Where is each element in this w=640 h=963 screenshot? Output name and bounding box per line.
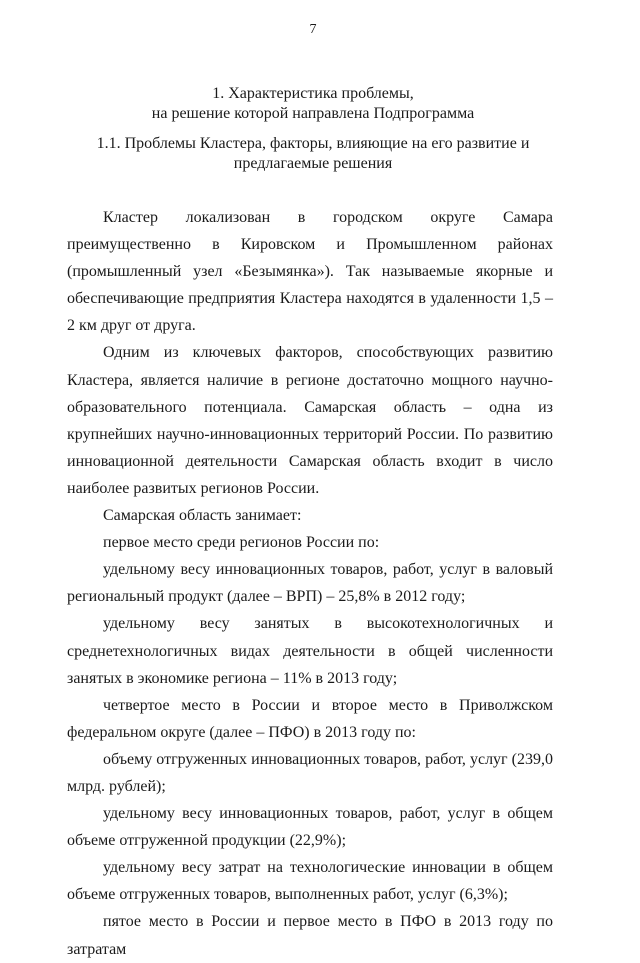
paragraph-11: пятое место в России и первое место в ПФО в 2013 году по затратам [67, 913, 553, 958]
paragraph-10: удельному весу затрат на технологические инновации в общем объеме отгруженных товаров, выполненных работ, услуг (6,3%); [67, 859, 553, 904]
page-number: 7 [309, 22, 317, 37]
subsection-heading-line-1: 1.1. Проблемы Кластера, факторы, влияющие на его развитие и [96, 135, 530, 152]
paragraph-3: Самарская область занимает: [103, 507, 302, 525]
paragraph-2: Одним из ключевых факторов, способствующих развитию Кластера, является наличие в регионе достаточно мощного научно-образовательного потенциала. Самарская область – одна из крупнейших научно-инновационных территорий России. По развитию инновационной деятельности Самарская область входит в число наиболее развитых регионов России. [67, 344, 553, 497]
paragraph-5: удельному весу инновационных товаров, работ, услуг в валовый региональный продукт (далее – ВРП) – 25,8% в 2012 году; [67, 561, 553, 606]
paragraph-4: первое место среди регионов России по: [103, 534, 380, 552]
body-text [67, 204, 553, 963]
section-heading-line-1: 1. Характеристика проблемы, [212, 85, 414, 102]
section-heading [0, 84, 626, 124]
subsection-heading [0, 134, 626, 174]
section-heading-line-2: на решение которой направлена Подпрограмма [151, 105, 475, 122]
subsection-heading-line-2: предлагаемые решения [233, 155, 393, 172]
paragraph-8: объему отгруженных инновационных товаров, работ, услуг (239,0 млрд. рублей); [67, 750, 553, 795]
paragraph-1: Кластер локализован в городском округе Самара преимущественно в Кировском и Промышленном районах (промышленный узел «Безымянка»). Так называемые якорные и обеспечивающие предприятия Кластера находятся в удаленности 1,5 – 2 км друг от друга. [67, 209, 553, 335]
paragraph-7: четвертое место в России и второе место в Приволжском федеральном округе (далее – ПФО) в 2013 году по: [67, 696, 553, 741]
paragraph-9: удельному весу инновационных товаров, работ, услуг в общем объеме отгруженной продукции (22,9%); [67, 805, 553, 850]
paragraph-6: удельному весу занятых в высокотехнологичных и среднетехнологичных видах деятельности в общей численности занятых в экономике региона – 11% в 2013 году; [67, 615, 553, 687]
